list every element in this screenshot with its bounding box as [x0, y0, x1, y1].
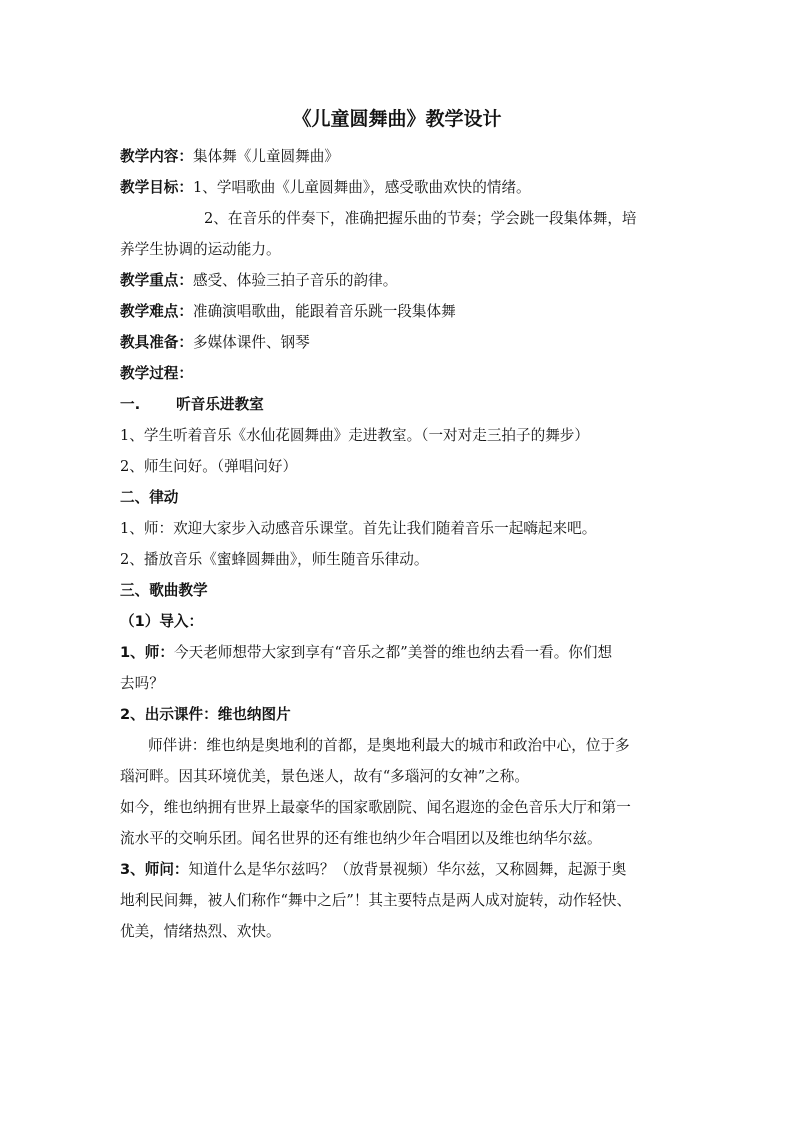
goal-item-2-line-2: 养学生协调的运动能力。 [120, 241, 281, 258]
goal-item-2-line-1: 2、在音乐的伴奏下，准确把握乐曲的节奏；学会跳一段集体舞，培 [204, 210, 637, 227]
difficulties-text: 准确演唱歌曲，能跟着音乐跳一段集体舞 [192, 303, 456, 320]
content-line [120, 141, 676, 172]
step-3-label: 3、师问： [120, 861, 189, 878]
materials-text: 多媒体课件、钢琴 [192, 334, 310, 351]
step-1-text: 今天老师想带大家到享有“音乐之都”美誉的维也纳去看一看。你们想 [173, 644, 613, 661]
narration-line-2: 瑙河畔。因其环境优美，景色迷人，故有“多瑙河的女神”之称。 [120, 768, 529, 785]
difficulties-line [120, 296, 676, 327]
goal-item-1: 1、学唱歌曲《儿童圆舞曲》，感受歌曲欢快的情绪。 [192, 179, 531, 196]
step-1-line-1 [120, 637, 676, 668]
goals-line [120, 172, 676, 203]
content-text: 集体舞《儿童圆舞曲》 [192, 148, 339, 165]
step-3-text: 知道什么是华尔兹吗？（放背景视频）华尔兹，又称圆舞，起源于奥 [188, 861, 627, 878]
section-1-title: 听音乐进教室 [176, 396, 264, 413]
difficulties-label: 教学难点： [120, 303, 193, 320]
document-title: 《儿童圆舞曲》教学设计 [292, 108, 502, 130]
section-1-heading [120, 389, 676, 420]
section-1-item-2: 2、师生问好。（弹唱问好） [120, 458, 298, 475]
narration-line-3: 如今，维也纳拥有世界上最豪华的国家歌剧院、闻名遐迩的金色音乐大厅和第一 [120, 799, 631, 816]
step-1-line-2: 去吗？ [120, 675, 164, 692]
step-3-line-2: 地利民间舞，被人们称作“舞中之后”！其主要特点是两人成对旋转，动作轻快、 [120, 892, 632, 909]
document-body [120, 141, 676, 947]
section-2-heading: 二、律动 [120, 489, 179, 506]
key-points-line [120, 265, 676, 296]
step-3-line-3: 优美，情绪热烈、欢快。 [120, 923, 281, 940]
section-1-number: 一. [120, 396, 141, 413]
step-3-line-1 [120, 854, 676, 885]
key-points-text: 感受、体验三拍子音乐的韵律。 [192, 272, 398, 289]
section-3-sub-1: （1）导入： [120, 613, 204, 630]
section-2-item-1: 1、师：欢迎大家步入动感音乐课堂。首先让我们随着音乐一起嗨起来吧。 [120, 520, 597, 537]
goals-label: 教学目标： [120, 179, 193, 196]
step-2-heading: 2、出示课件：维也纳图片 [120, 706, 291, 723]
narration-line-4: 流水平的交响乐团。闻名世界的还有维也纳少年合唱团以及维也纳华尔兹。 [120, 830, 602, 847]
section-3-heading: 三、歌曲教学 [120, 582, 208, 599]
materials-line [120, 327, 676, 358]
section-1-item-1: 1、学生听着音乐《水仙花圆舞曲》走进教室。（一对对走三拍子的舞步） [120, 427, 589, 444]
key-points-label: 教学重点： [120, 272, 193, 289]
narration-line-1: 师伴讲：维也纳是奥地利的首都，是奥地利最大的城市和政治中心，位于多 [148, 737, 630, 754]
content-label: 教学内容： [120, 148, 193, 165]
step-1-label: 1、师： [120, 644, 174, 661]
section-2-item-2: 2、播放音乐《蜜蜂圆舞曲》，师生随音乐律动。 [120, 551, 429, 568]
materials-label: 教具准备： [120, 334, 193, 351]
process-label: 教学过程： [120, 365, 193, 382]
